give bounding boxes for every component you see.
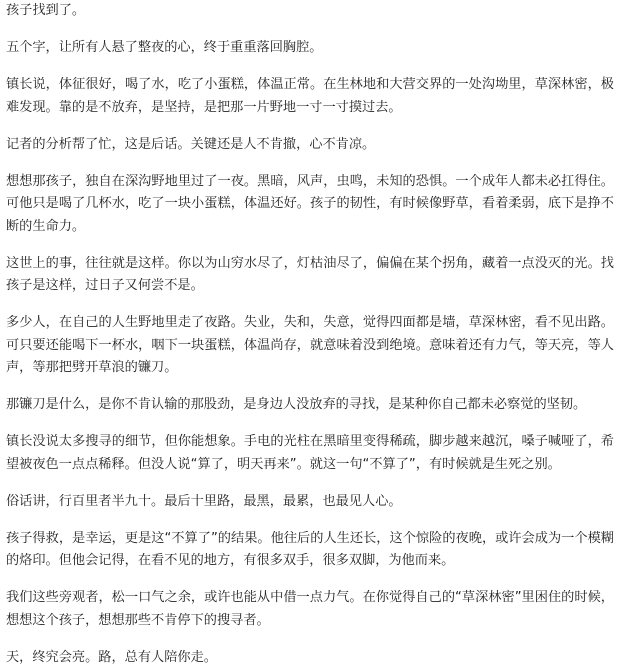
paragraph-4: 记者的分析帮了忙，这是后话。关键还是人不肯撤，心不肯凉。 — [6, 134, 614, 157]
paragraph-10: 俗话讲，行百里者半九十。最后十里路，最黑，最累，也最见人心。 — [6, 491, 614, 514]
paragraph-13: 天，终究会亮。路，总有人陪你走。 — [6, 647, 614, 669]
paragraph-3: 镇长说，体征很好，喝了水，吃了小蛋糕，体温正常。在生林地和大营交界的一处沟坳里，草深林密，极难发现。靠的是不放弃，是坚持，是把那一片野地一寸一寸摸过去。 — [6, 74, 614, 119]
paragraph-12: 我们这些旁观者，松一口气之余，或许也能从中借一点力气。在你觉得自己的“草深林密”里困住的时候，想想这个孩子，想想那些不肯停下的搜寻者。 — [6, 587, 614, 632]
paragraph-6: 这世上的事，往往就是这样。你以为山穷水尽了，灯枯油尽了，偏偏在某个拐角，藏着一点没灭的光。找孩子是这样，过日子又何尝不是。 — [6, 253, 614, 298]
paragraph-11: 孩子得救，是幸运，更是这“不算了”的结果。他往后的人生还长，这个惊险的夜晚，或许会成为一个模糊的烙印。但他会记得，在看不见的地方，有很多双手，很多双脚，为他而来。 — [6, 528, 614, 573]
paragraph-8: 那镰刀是什么，是你不肯认输的那股劲，是身边人没放弃的寻找，是某种你自己都未必察觉的坚韧。 — [6, 394, 614, 417]
paragraph-7: 多少人，在自己的人生野地里走了夜路。失业，失和，失意，觉得四面都是墙，草深林密，看不见出路。可只要还能喝下一杯水，咽下一块蛋糕，体温尚存，就意味着没到绝境。意味着还有力气，等天亮，等人声，等那把劈开草浪的镰刀。 — [6, 312, 614, 380]
paragraph-1: 孩子找到了。 — [6, 0, 614, 23]
paragraph-5: 想想那孩子，独自在深沟野地里过了一夜。黑暗，风声，虫鸣，未知的恐惧。一个成年人都未必扛得住。可他只是喝了几杯水，吃了一块小蛋糕，体温还好。孩子的韧性，有时候像野草，看着柔弱，底下是挣不断的生命力。 — [6, 171, 614, 239]
paragraph-2: 五个字，让所有人悬了整夜的心，终于重重落回胸腔。 — [6, 37, 614, 60]
paragraph-9: 镇长没说太多搜寻的细节，但你能想象。手电的光柱在黑暗里变得稀疏，脚步越来越沉，嗓子喊哑了，希望被夜色一点点稀释。但没人说“算了，明天再来”。就这一句“不算了”，有时候就是生死之别。 — [6, 431, 614, 476]
